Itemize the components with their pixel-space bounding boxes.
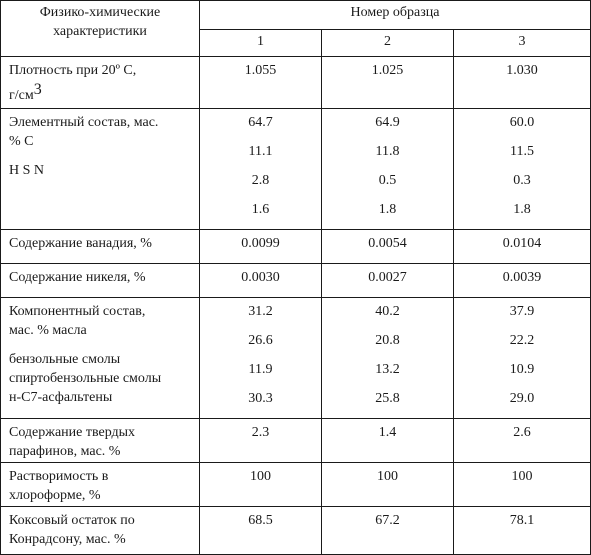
value-cell-sample-1 bbox=[200, 57, 322, 109]
value-text: 0.0054 bbox=[368, 236, 407, 251]
value-text: 2.6 bbox=[513, 425, 531, 440]
value-text: 100 bbox=[250, 469, 271, 484]
value-text: 1.8 bbox=[378, 202, 397, 217]
table-row-elemental bbox=[1, 109, 591, 230]
header-sample-3: 3 bbox=[454, 30, 591, 57]
value-text: 1.4 bbox=[378, 425, 397, 440]
value-text: 25.8 bbox=[375, 391, 400, 406]
row-label-line: Содержание никеля, % bbox=[9, 270, 146, 285]
value-text: 0.0104 bbox=[502, 236, 542, 251]
row-label-coke bbox=[1, 507, 200, 555]
row-label-line: Содержание твердых bbox=[9, 425, 136, 440]
value-text: 0.0030 bbox=[241, 270, 280, 285]
value-text: 10.9 bbox=[509, 362, 535, 377]
value-cell-sample-1 bbox=[200, 298, 322, 419]
value-text: 30.3 bbox=[248, 391, 273, 406]
row-label-line: Плотность при 20º С, bbox=[9, 63, 137, 78]
table-body bbox=[1, 57, 591, 555]
value-text: 0.0099 bbox=[241, 236, 280, 251]
table-row-coke bbox=[1, 507, 591, 555]
value-text: 31.2 bbox=[248, 304, 273, 319]
table-row-component bbox=[1, 298, 591, 419]
row-label-line: мас. % масла bbox=[9, 323, 87, 338]
row-label-line: % C bbox=[9, 134, 34, 149]
value-cell-sample-3 bbox=[454, 230, 591, 264]
value-text: 29.0 bbox=[509, 391, 535, 406]
value-text: 26.6 bbox=[248, 333, 273, 348]
row-label-line: н-С7-асфальтены bbox=[9, 390, 113, 405]
value-cell-sample-3 bbox=[454, 57, 591, 109]
header-row bbox=[1, 1, 591, 30]
header-sample-number: Номер образца bbox=[200, 1, 591, 30]
table-row-vanadium bbox=[1, 230, 591, 264]
value-text: 11.5 bbox=[510, 144, 534, 159]
header-sample-1: 1 bbox=[200, 30, 322, 57]
value-cell-sample-2 bbox=[322, 507, 454, 555]
table-row-solubility bbox=[1, 463, 591, 507]
value-cell-sample-1 bbox=[200, 230, 322, 264]
value-text: 11.9 bbox=[248, 362, 273, 377]
row-label-elemental bbox=[1, 109, 200, 230]
value-text: 1.055 bbox=[244, 63, 277, 78]
label-spacer bbox=[9, 151, 193, 161]
value-text: 100 bbox=[377, 469, 398, 484]
value-cell-sample-3 bbox=[454, 109, 591, 230]
value-cell-sample-2 bbox=[322, 57, 454, 109]
row-label-nickel bbox=[1, 264, 200, 298]
value-text: 13.2 bbox=[375, 362, 400, 377]
row-label-paraffins bbox=[1, 419, 200, 463]
row-label-component bbox=[1, 298, 200, 419]
value-text: 11.8 bbox=[375, 144, 400, 159]
value-text: 20.8 bbox=[375, 333, 400, 348]
label-spacer bbox=[9, 340, 193, 350]
table-row-nickel bbox=[1, 264, 591, 298]
table-row-paraffins bbox=[1, 419, 591, 463]
header-sample-2: 2 bbox=[322, 30, 454, 57]
row-label-line: Растворимость в bbox=[9, 469, 109, 484]
value-cell-sample-3 bbox=[454, 463, 591, 507]
row-label-line: хлороформе, % bbox=[9, 488, 101, 503]
value-text: 0.5 bbox=[378, 173, 397, 188]
value-text: 0.3 bbox=[513, 173, 531, 188]
row-label-line: г/см3 bbox=[9, 81, 42, 103]
value-cell-sample-1 bbox=[200, 463, 322, 507]
row-label-line: Коксовый остаток по bbox=[9, 513, 135, 528]
row-label-line: Конрадсону, мас. % bbox=[9, 532, 126, 547]
row-label-density bbox=[1, 57, 200, 109]
value-cell-sample-2 bbox=[322, 298, 454, 419]
value-text: 78.1 bbox=[509, 513, 535, 528]
value-text: 37.9 bbox=[509, 304, 535, 319]
value-text: 22.2 bbox=[509, 333, 535, 348]
value-cell-sample-2 bbox=[322, 463, 454, 507]
row-label-solubility bbox=[1, 463, 200, 507]
value-text: 67.2 bbox=[375, 513, 400, 528]
value-text: 0.0027 bbox=[368, 270, 407, 285]
table-row-density bbox=[1, 57, 591, 109]
value-cell-sample-1 bbox=[200, 264, 322, 298]
row-label-line: бензольные смолы bbox=[9, 352, 121, 367]
value-text: 1.6 bbox=[251, 202, 270, 217]
value-text: 11.1 bbox=[248, 144, 273, 159]
value-text: 64.9 bbox=[375, 115, 400, 130]
value-text: 64.7 bbox=[248, 115, 273, 130]
value-cell-sample-1 bbox=[200, 507, 322, 555]
unit-superscript: 3 bbox=[33, 81, 42, 98]
header-characteristics: Физико-химические характеристики bbox=[1, 1, 200, 57]
value-cell-sample-3 bbox=[454, 507, 591, 555]
row-label-line: парафинов, мас. % bbox=[9, 444, 121, 459]
value-cell-sample-2 bbox=[322, 230, 454, 264]
value-text: 1.8 bbox=[513, 202, 531, 217]
value-cell-sample-3 bbox=[454, 264, 591, 298]
row-label-line: спиртобензольные смолы bbox=[9, 371, 162, 386]
value-text: 100 bbox=[511, 469, 533, 484]
value-cell-sample-2 bbox=[322, 264, 454, 298]
row-label-line: Содержание ванадия, % bbox=[9, 236, 152, 251]
value-cell-sample-2 bbox=[322, 109, 454, 230]
value-cell-sample-2 bbox=[322, 419, 454, 463]
value-cell-sample-1 bbox=[200, 419, 322, 463]
value-text: 68.5 bbox=[248, 513, 273, 528]
value-text: 2.8 bbox=[251, 173, 270, 188]
value-text: 60.0 bbox=[509, 115, 535, 130]
value-text: 40.2 bbox=[375, 304, 400, 319]
value-text: 1.030 bbox=[506, 63, 538, 78]
value-text: 2.3 bbox=[251, 425, 270, 440]
value-text: 1.025 bbox=[371, 63, 404, 78]
value-cell-sample-1 bbox=[200, 109, 322, 230]
value-cell-sample-3 bbox=[454, 419, 591, 463]
row-label-vanadium bbox=[1, 230, 200, 264]
row-label-line: Компонентный состав, bbox=[9, 304, 146, 319]
row-label-line: Элементный состав, мас. bbox=[9, 115, 159, 130]
value-cell-sample-3 bbox=[454, 298, 591, 419]
value-text: 0.0039 bbox=[502, 270, 542, 285]
row-label-line: H S N bbox=[9, 163, 45, 178]
